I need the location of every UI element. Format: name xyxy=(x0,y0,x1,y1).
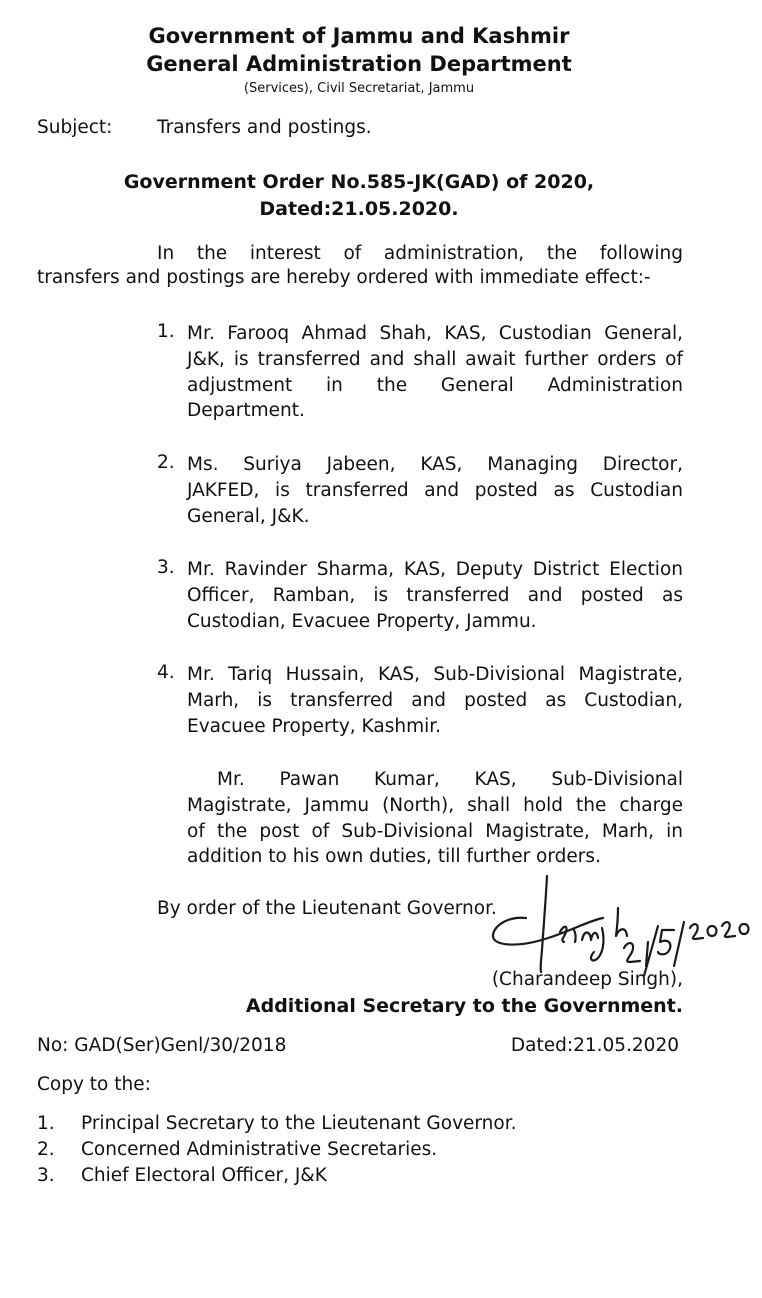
copy-to-label: Copy to the: xyxy=(37,1074,151,1095)
copy-item-1-text: Principal Secretary to the Lieutenant Governor. xyxy=(81,1113,517,1134)
copy-item-2-text: Concerned Administrative Secretaries. xyxy=(81,1139,438,1160)
reference-date: Dated:21.05.2020 xyxy=(510,1035,679,1056)
additional-charge-note: Mr. Pawan Kumar, KAS, Sub-Divisional Magistrate, Jammu (North), shall hold the charge of the post of Sub-Divisional Magistrate, Marh, in addition to his own duties, till further orders. xyxy=(187,769,683,868)
closing-line: By order of the Lieutenant Governor. xyxy=(157,898,497,919)
intro-line-2: transfers and postings are hereby ordered with immediate effect:- xyxy=(37,267,651,288)
copy-item-1-number: 1. xyxy=(37,1113,55,1134)
item-2-text: Ms. Suriya Jabeen, KAS, Managing Director, JAKFED, is transferred and posted as Custodian General, J&K. xyxy=(187,454,683,527)
intro-line-1: In the interest of administration, the following xyxy=(157,243,683,264)
subject-label: Subject: xyxy=(37,117,113,138)
reference-number: No: GAD(Ser)Genl/30/2018 xyxy=(37,1035,287,1056)
header-office: (Services), Civil Secretariat, Jammu xyxy=(243,81,475,96)
copy-item-3-text: Chief Electoral Officer, J&K xyxy=(81,1165,327,1186)
order-dated: Dated:21.05.2020. xyxy=(259,198,459,220)
copy-item-2-number: 2. xyxy=(37,1139,55,1160)
header-government: Government of Jammu and Kashmir xyxy=(148,24,570,48)
signatory-designation: Additional Secretary to the Government. xyxy=(245,995,683,1017)
item-4-number: 4. xyxy=(157,662,175,683)
item-2-number: 2. xyxy=(157,452,175,473)
header-department: General Administration Department xyxy=(146,52,572,76)
handwritten-signature xyxy=(478,866,760,976)
item-1-number: 1. xyxy=(157,321,175,342)
item-1-text: Mr. Farooq Ahmad Shah, KAS, Custodian General, J&K, is transferred and shall await further orders of adjustment in the General Administration Department. xyxy=(187,323,683,422)
item-3-number: 3. xyxy=(157,557,175,578)
item-4-text: Mr. Tariq Hussain, KAS, Sub-Divisional Magistrate, Marh, is transferred and posted as Custodian, Evacuee Property, Kashmir. xyxy=(187,664,683,737)
subject-text: Transfers and postings. xyxy=(157,117,372,138)
signatory-name: (Charandeep Singh), xyxy=(491,969,683,990)
item-3-text: Mr. Ravinder Sharma, KAS, Deputy District Election Officer, Ramban, is transferred and posted as Custodian, Evacuee Property, Jammu. xyxy=(187,559,683,632)
order-title: Government Order No.585-JK(GAD) of 2020, xyxy=(123,171,595,193)
copy-item-3-number: 3. xyxy=(37,1165,55,1186)
